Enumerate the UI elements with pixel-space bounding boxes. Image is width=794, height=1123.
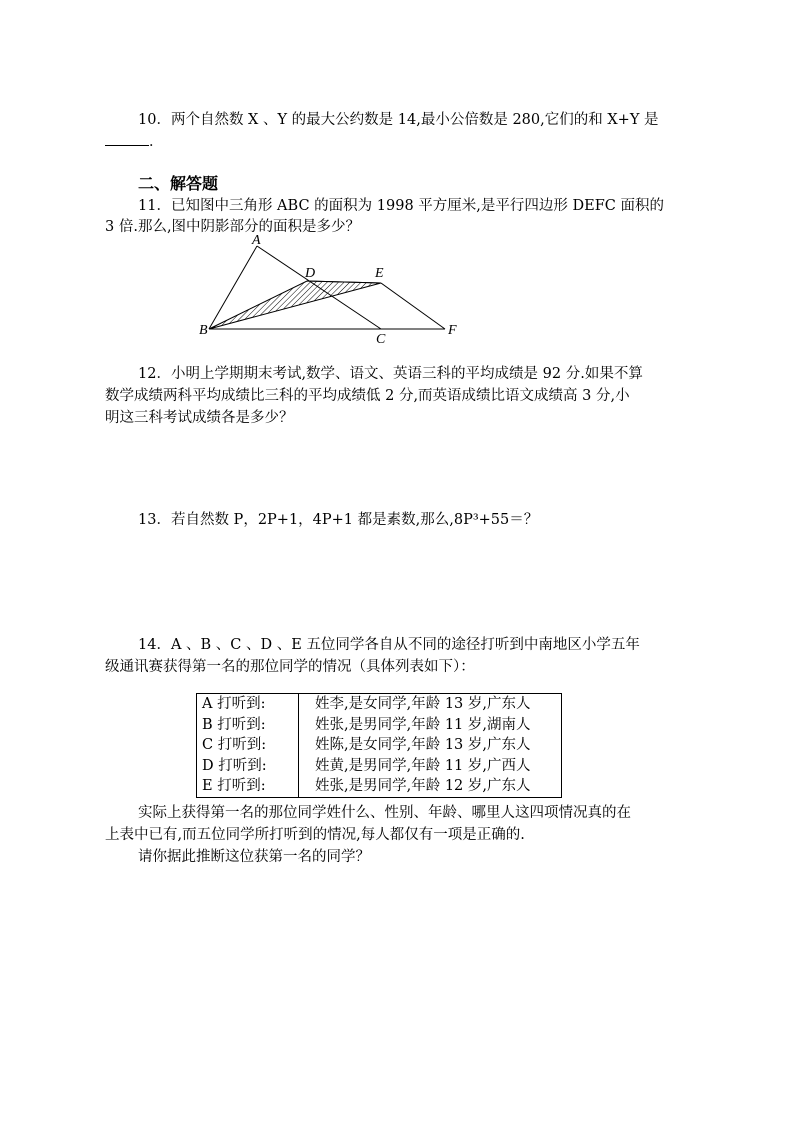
label-A: A [252, 233, 261, 248]
table-row [197, 776, 562, 797]
q14-after-line1: 实际上获得第一名的那位同学姓什么、性别、年龄、哪里人这四项情况真的在 [138, 805, 631, 821]
table-cell-source: E 打听到: [197, 776, 299, 797]
section-title: 二、解答题 [138, 174, 219, 193]
q13-text: 13．若自然数 P，2P+1，4P+1 都是素数,那么,8P³+55＝？ [138, 512, 539, 528]
table-cell-source: B 打听到: [197, 715, 299, 736]
label-E: E [375, 266, 384, 281]
label-F: F [448, 323, 457, 338]
segment-EF [381, 283, 445, 329]
clue-table [196, 693, 562, 798]
table-cell-info: 姓陈,是女同学,年龄 13 岁,广东人 [315, 737, 531, 754]
q12-line2: 数学成绩两科平均成绩比三科的平均成绩低 2 分,而英语成绩比语文成绩高 3 分,小 [105, 388, 630, 404]
answer-blank[interactable] [105, 131, 149, 146]
q10-line2 [105, 130, 164, 151]
table-row [197, 756, 562, 777]
label-D: D [305, 266, 316, 281]
label-C: C [376, 332, 386, 347]
label-B: B [199, 323, 208, 338]
table-row [197, 694, 562, 715]
table-cell-source: A 打听到: [197, 694, 299, 715]
table-cell-info: 姓黄,是男同学,年龄 11 岁,广西人 [315, 757, 531, 774]
shaded-triangle [209, 281, 381, 329]
table-cell-info: 姓张,是男同学,年龄 11 岁,湖南人 [315, 716, 531, 733]
q11-line1: 11．已知图中三角形 ABC 的面积为 1998 平方厘米,是平行四边形 DEFC 面积的 [138, 198, 664, 214]
table-cell-info: 姓张,是男同学,年龄 12 岁,广东人 [315, 778, 531, 795]
table-cell-info: 姓李,是女同学,年龄 13 岁,广东人 [315, 696, 531, 713]
q11-geometry-figure [195, 233, 465, 348]
q12-line3: 明这三科考试成绩各是多少？ [105, 410, 294, 426]
table-cell-source: C 打听到: [197, 735, 299, 756]
q10-tail: ． [149, 134, 164, 150]
table-cell-source: D 打听到: [197, 756, 299, 777]
q14-line2: 级通讯赛获得第一名的那位同学的情况（具体列表如下）： [105, 659, 475, 675]
q10-line1: 10．两个自然数 X 、Y 的最大公约数是 14,最小公倍数是 280,它们的和 X+Y 是 [138, 112, 659, 128]
q14-after-line2: 上表中已有,而五位同学所打听到的情况,每人都仅有一项是正确的. [105, 827, 525, 843]
q14-after-line3: 请你据此推断这位获第一名的同学？ [138, 849, 370, 865]
q11-line2: 3 倍.那么,图中阴影部分的面积是多少？ [105, 219, 361, 235]
q12-line1: 12．小明上学期期末考试,数学、语文、英语三科的平均成绩是 92 分.如果不算 [138, 366, 643, 382]
q14-line1: 14．A 、B 、C 、D 、E 五位同学各自从不同的途径打听到中南地区小学五年 [138, 637, 640, 653]
table-row [197, 715, 562, 736]
table-row [197, 735, 562, 756]
